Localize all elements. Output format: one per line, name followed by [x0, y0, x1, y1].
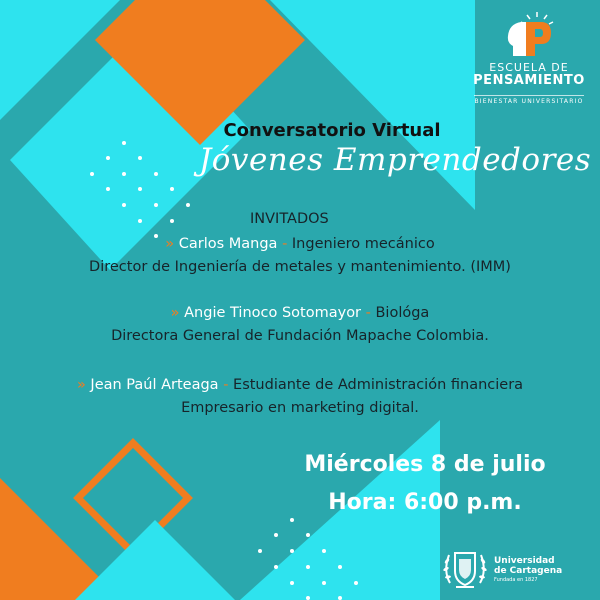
cyan-triangle-top-right — [270, 0, 475, 210]
event-title: Jóvenes Emprendedores — [198, 142, 592, 178]
event-type: Conversatorio Virtual — [223, 120, 441, 141]
logo-line-pensamiento: PENSAMIENTO — [473, 73, 585, 88]
guest-2-marker: » — [170, 305, 180, 321]
event-date: Miércoles 8 de julio — [304, 452, 546, 477]
guest-3-marker: » — [76, 377, 86, 393]
event-time: Hora: 6:00 p.m. — [328, 490, 522, 515]
guest-2-detail: Directora General de Fundación Mapache Colombia. — [111, 328, 489, 344]
guest-2-separator: - — [365, 305, 371, 321]
universidad-cartagena-logo — [440, 543, 590, 593]
university-name-block — [494, 556, 562, 584]
guest-3-line — [0, 375, 600, 395]
university-name-line1: Universidad — [494, 556, 555, 566]
logo-line-escuela: ESCUELA DE — [489, 61, 569, 74]
logo-line-bienestar: BIENESTAR UNIVERSITARIO — [474, 95, 583, 106]
cyan-triangle-bottom — [75, 520, 235, 600]
guest-1-role: Ingeniero mecánico — [291, 236, 435, 252]
guest-2-role: Biológa — [375, 305, 430, 321]
university-crest-icon — [440, 543, 490, 593]
head-lightbulb-icon — [499, 10, 559, 60]
guest-2-name: Angie Tinoco Sotomayor — [184, 305, 362, 321]
guest-1-detail: Director de Ingeniería de metales y mantenimiento. (IMM) — [89, 259, 511, 275]
guest-1-line — [0, 234, 600, 254]
escuela-pensamiento-logo — [468, 10, 590, 110]
guest-3-role: Estudiante de Administración financiera — [233, 377, 524, 393]
guest-1-separator: - — [282, 236, 288, 252]
guest-2-line — [0, 303, 600, 323]
guest-3-detail: Empresario en marketing digital. — [181, 400, 419, 416]
guest-3-separator: - — [223, 377, 229, 393]
guests-heading: INVITADOS — [250, 211, 329, 227]
guest-1-marker: » — [165, 236, 175, 252]
university-founded: Fundada en 1827 — [494, 577, 538, 583]
guest-3-name: Jean Paúl Arteaga — [90, 377, 219, 393]
university-name-line2: de Cartagena — [494, 566, 563, 576]
guest-1-name: Carlos Manga — [178, 236, 278, 252]
